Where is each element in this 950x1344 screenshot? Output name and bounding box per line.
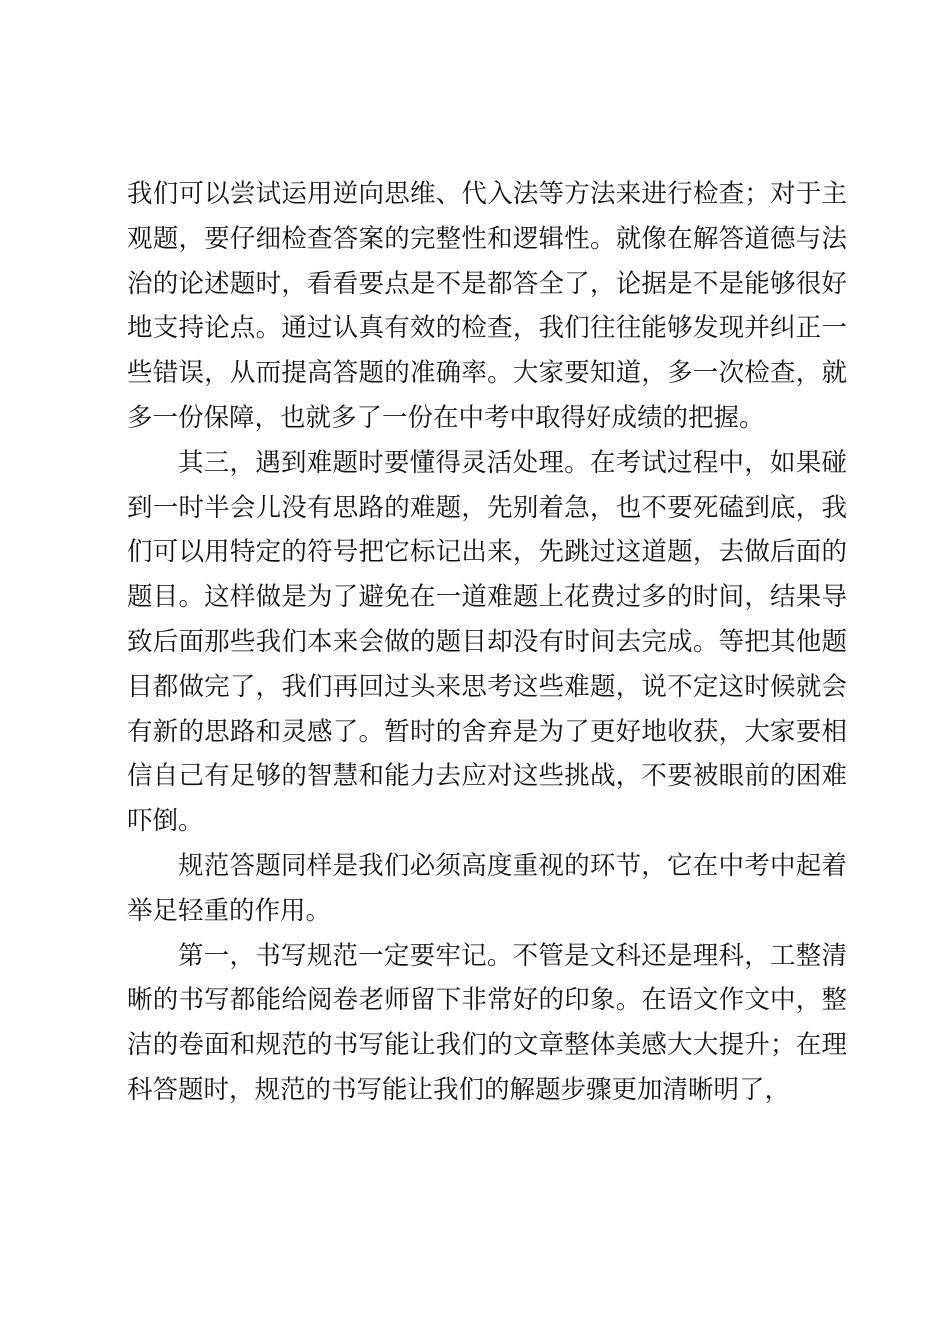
document-page — [127, 172, 847, 1113]
paragraph-continued: 我们可以尝试运用逆向思维、代入法等方法来进行检查；对于主观题，要仔细检查答案的完整性和逻辑性。就像在解答道德与法治的论述题时，看看要点是不是都答全了，论据是不是能够很好地支持论点。通过认真有效的检查，我们往往能够发现并纠正一些错误，从而提高答题的准确率。大家要知道，多一次检查，就多一份保障，也就多了一份在中考中取得好成绩的把握。 — [127, 179, 847, 433]
paragraph-writing-standards: 第一，书写规范一定要牢记。不管是文科还是理科，工整清晰的书写都能给阅卷老师留下非常好的印象。在语文作文中，整洁的卷面和规范的书写能让我们的文章整体美感大大提升；在理科答题时，规范的书写能让我们的解题步骤更加清晰明了， — [127, 940, 847, 1105]
paragraph-standard-answering: 规范答题同样是我们必须高度重视的环节，它在中考中起着举足轻重的作用。 — [127, 850, 847, 926]
paragraph-difficult-questions: 其三，遇到难题时要懂得灵活处理。在考试过程中，如果碰到一时半会儿没有思路的难题，先别着急，也不要死磕到底，我们可以用特定的符号把它标记出来，先跳过这道题，去做后面的题目。这样做是为了避免在一道难题上花费过多的时间，结果导致后面那些我们本来会做的题目却没有时间去完成。等把其他题目都做完了，我们再回过头来思考这些难题，说不定这时候就会有新的思路和灵感了。暂时的舍弃是为了更好地收获，大家要相信自己有足够的智慧和能力去应对这些挑战，不要被眼前的困难吓倒。 — [127, 447, 847, 837]
